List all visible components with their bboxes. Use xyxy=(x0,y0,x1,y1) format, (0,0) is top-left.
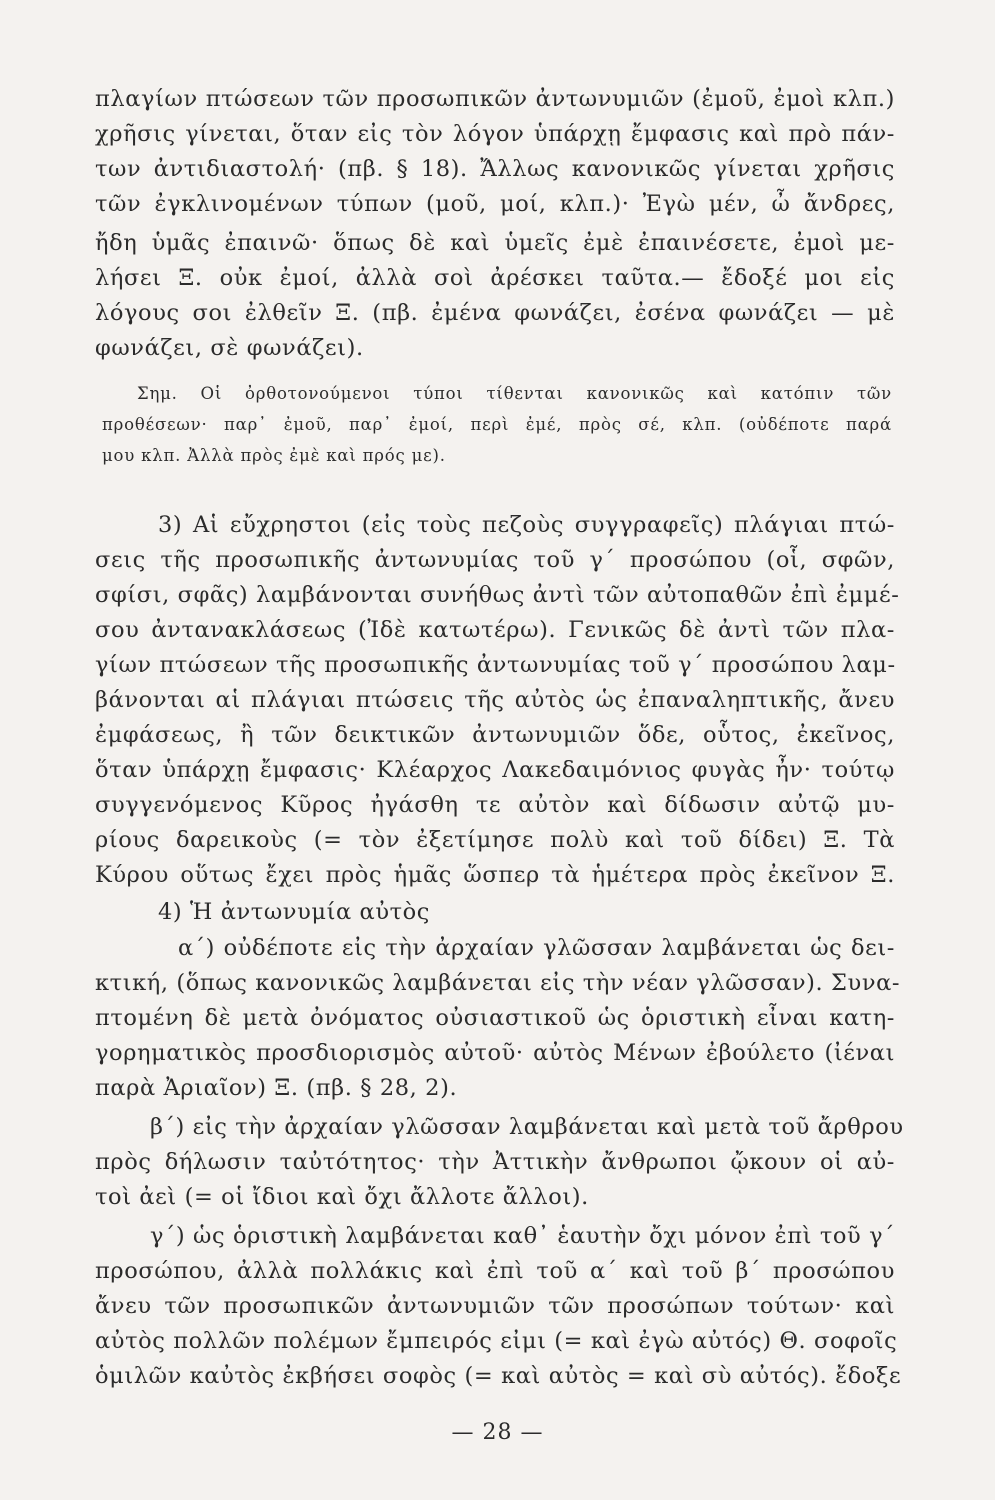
text-line: α΄) οὐδέποτε εἰς τὴν ἀρχαίαν γλῶσσαν λαμβάνεται ὡς δει- xyxy=(178,935,895,961)
text-line: σου ἀντανακλάσεως (Ἰδὲ κατωτέρω). Γενικῶς δὲ ἀντὶ τῶν πλα- xyxy=(95,617,895,643)
text-line: τοὶ ἀεὶ (= οἱ ἴδιοι καὶ ὄχι ἄλλοτε ἄλλοι). xyxy=(95,1184,589,1210)
text-line: πλαγίων πτώσεων τῶν προσωπικῶν ἀντωνυμιῶν (ἐμοῦ, ἐμοὶ κλπ.) xyxy=(95,86,895,112)
text-line: παρὰ Ἀριαῖον) Ξ. (πβ. § 28, 2). xyxy=(95,1075,458,1101)
text-line: ρίους δαρεικοὺς (= τὸν ἐξετίμησε πολὺ καὶ τοῦ δίδει) Ξ. Τὰ xyxy=(95,827,895,853)
text-line: ἐμφάσεως, ἢ τῶν δεικτικῶν ἀντωνυμιῶν ὅδε, οὗτος, ἐκεῖνος, xyxy=(95,722,895,748)
note-line: μου κλπ. Ἀλλὰ πρὸς ἐμὲ καὶ πρός με). xyxy=(102,446,446,465)
text-line: λήσει Ξ. οὐκ ἐμοί, ἀλλὰ σοὶ ἀρέσκει ταῦτα.— ἔδοξέ μοι εἰς xyxy=(95,265,895,291)
text-line: τῶν ἐγκλινομένων τύπων (μοῦ, μοί, κλπ.)· Ἐγὼ μέν, ὦ ἄνδρες, xyxy=(95,191,895,217)
note-line: Σημ. Οἱ ὀρθοτονούμενοι τύποι τίθενται κανονικῶς καὶ κατόπιν τῶν xyxy=(137,384,892,403)
text-line: πτομένη δὲ μετὰ ὀνόματος οὐσιαστικοῦ ὡς ὁριστικὴ εἶναι κατη- xyxy=(95,1005,895,1031)
text-line: γορηματικὸς προσδιορισμὸς αὐτοῦ· αὐτὸς Μένων ἐβούλετο (ἰέναι xyxy=(95,1040,895,1066)
text-line: σφίσι, σφᾶς) λαμβάνονται συνήθως ἀντὶ τῶν αὐτοπαθῶν ἐπὶ ἐμμέ- xyxy=(95,582,900,608)
text-line: αὐτὸς πολλῶν πολέμων ἔμπειρός εἰμι (= καὶ ἐγὼ αὐτός) Θ. σοφοῖς xyxy=(95,1328,898,1354)
text-line: πρὸς δήλωσιν ταὐτότητος· τὴν Ἀττικὴν ἄνθρωποι ᾤκουν οἱ αὐ- xyxy=(95,1149,895,1175)
text-line: ἤδη ὑμᾶς ἐπαινῶ· ὅπως δὲ καὶ ὑμεῖς ἐμὲ ἐπαινέσετε, ἐμοὶ με- xyxy=(95,230,895,256)
text-line: κτική, (ὅπως κανονικῶς λαμβάνεται εἰς τὴν νέαν γλῶσσαν). Συνα- xyxy=(95,970,901,996)
text-line: γίων πτώσεων τῆς προσωπικῆς ἀντωνυμίας τοῦ γ΄ προσώπου λαμ- xyxy=(95,652,896,678)
text-line: Κύρου οὕτως ἔχει πρὸς ἡμᾶς ὥσπερ τὰ ἡμέτερα πρὸς ἐκεῖνον Ξ. xyxy=(95,862,895,888)
text-line: γ΄) ὡς ὁριστικὴ λαμβάνεται καθ᾽ ἑαυτὴν ὄχι μόνον ἐπὶ τοῦ γ΄ xyxy=(150,1223,895,1249)
text-line: προσώπου, ἀλλὰ πολλάκις καὶ ἐπὶ τοῦ α΄ καὶ τοῦ β΄ προσώπου xyxy=(95,1258,895,1284)
text-line: σεις τῆς προσωπικῆς ἀντωνυμίας τοῦ γ΄ προσώπου (οἷ, σφῶν, xyxy=(95,547,895,573)
text-line: ὅταν ὑπάρχῃ ἔμφασις· Κλέαρχος Λακεδαιμόνιος φυγὰς ἦν· τούτῳ xyxy=(95,757,895,783)
text-line: λόγους σοι ἐλθεῖν Ξ. (πβ. ἐμένα φωνάζει, ἐσένα φωνάζει — μὲ xyxy=(95,300,895,326)
section-heading: 4) Ἡ ἀντωνυμία αὐτὸς xyxy=(158,899,431,925)
text-line: φωνάζει, σὲ φωνάζει). xyxy=(95,335,364,361)
page-number: — 28 — xyxy=(451,1420,544,1445)
note-line: προθέσεων· παρ᾽ ἐμοῦ, παρ᾽ ἐμοί, περὶ ἐμέ, πρὸς σέ, κλπ. (οὐδέποτε παρά xyxy=(102,415,892,434)
text-line: χρῆσις γίνεται, ὅταν εἰς τὸν λόγον ὑπάρχῃ ἔμφασις καὶ πρὸ πάν- xyxy=(95,121,895,147)
text-line: συγγενόμενος Κῦρος ἠγάσθη τε αὐτὸν καὶ δίδωσιν αὐτῷ μυ- xyxy=(95,792,895,818)
text-line: βάνονται αἱ πλάγιαι πτώσεις τῆς αὐτὸς ὡς ἐπαναληπτικῆς, ἄνευ xyxy=(95,687,895,713)
text-line: 3) Αἱ εὔχρηστοι (εἰς τοὺς πεζοὺς συγγραφεῖς) πλάγιαι πτώ- xyxy=(158,512,895,538)
text-line: β΄) εἰς τὴν ἀρχαίαν γλῶσσαν λαμβάνεται καὶ μετὰ τοῦ ἄρθρου xyxy=(150,1114,904,1140)
text-line: των ἀντιδιαστολή· (πβ. § 18). Ἄλλως κανονικῶς γίνεται χρῆσις xyxy=(95,156,895,182)
text-line: ὁμιλῶν καὐτὸς ἐκβήσει σοφὸς (= καὶ αὐτὸς = καὶ σὺ αὐτός). ἔδοξε xyxy=(95,1363,902,1389)
text-line: ἄνευ τῶν προσωπικῶν ἀντωνυμιῶν τῶν προσώπων τούτων· καὶ xyxy=(95,1293,895,1319)
